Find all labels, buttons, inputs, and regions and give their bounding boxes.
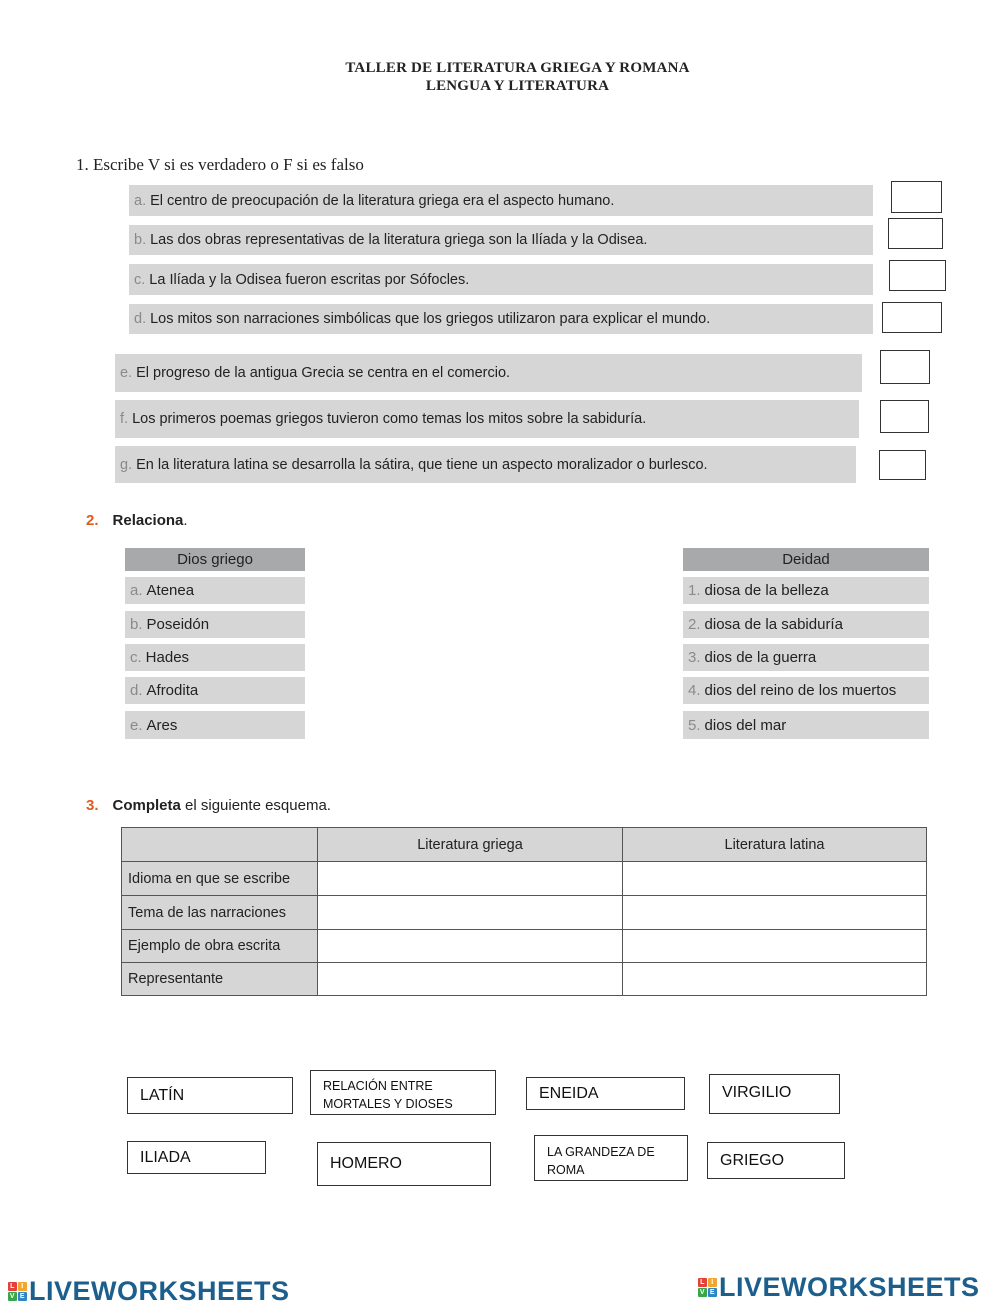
col-header-greek: Literatura griega (318, 828, 623, 862)
god-letter: e. (130, 716, 143, 734)
deity-number: 3. (688, 649, 701, 666)
table-row (122, 930, 927, 963)
statement-letter: a. (134, 192, 147, 209)
god-letter: b. (130, 616, 143, 633)
section3-heading (86, 797, 331, 814)
deity-item-1[interactable] (683, 577, 929, 604)
answer-box-d[interactable] (882, 302, 942, 333)
table-cell-input[interactable] (623, 896, 927, 930)
table-cell-input[interactable] (318, 930, 623, 963)
gods-header: Dios griego (125, 548, 305, 571)
god-letter: d. (130, 682, 143, 699)
statement-b (129, 225, 873, 255)
answer-box-g[interactable] (879, 450, 926, 480)
section3-number: 3. (86, 797, 99, 814)
god-name: Ares (146, 716, 178, 734)
deity-item-5[interactable] (683, 711, 929, 739)
section2-period: . (183, 512, 188, 529)
statement-letter: e. (120, 365, 133, 381)
table-cell-input[interactable] (318, 963, 623, 996)
statement-letter: f. (120, 411, 129, 427)
drag-card-griego[interactable]: GRIEGO (707, 1142, 845, 1179)
deity-item-3[interactable] (683, 644, 929, 671)
deity-number: 1. (688, 582, 701, 599)
section3-title-rest: el siguiente esquema. (180, 797, 331, 814)
table-corner-cell (122, 828, 318, 862)
logo-text: LIVEWORKSHEETS (29, 1276, 290, 1306)
drag-card-grandeza[interactable]: LA GRANDEZA DE ROMA (534, 1135, 688, 1181)
table-cell-input[interactable] (623, 930, 927, 963)
drag-card-latin[interactable]: LATÍN (127, 1077, 293, 1114)
statement-a (129, 185, 873, 216)
mark-letter: V (9, 1293, 16, 1300)
row-label: Ejemplo de obra escrita (122, 930, 318, 963)
god-item-d[interactable] (125, 677, 305, 704)
god-name: Afrodita (146, 682, 199, 699)
deity-number: 2. (688, 616, 701, 633)
god-letter: a. (130, 582, 143, 599)
liveworksheets-mark-icon (698, 1278, 717, 1297)
deity-name: diosa de la sabiduría (704, 616, 843, 633)
mark-letter: E (19, 1293, 26, 1300)
table-row (122, 963, 927, 996)
statement-letter: g. (120, 456, 133, 473)
statement-text: En la literatura latina se desarrolla la sátira, que tiene un aspecto moralizador o burlesco. (136, 456, 708, 473)
statement-d (129, 304, 873, 334)
mark-letter: I (18, 1282, 27, 1291)
statement-text: Las dos obras representativas de la literatura griega son la Ilíada y la Odisea. (150, 232, 648, 248)
deity-name: dios del mar (704, 716, 787, 734)
deities-header: Deidad (683, 548, 929, 571)
statement-letter: d. (134, 311, 147, 327)
statement-text: El centro de preocupación de la literatura griega era el aspecto humano. (150, 192, 615, 209)
answer-box-f[interactable] (880, 400, 929, 433)
table-cell-input[interactable] (318, 896, 623, 930)
deity-name: dios del reino de los muertos (704, 682, 897, 699)
god-name: Hades (145, 649, 190, 666)
god-item-e[interactable] (125, 711, 305, 739)
page-title: TALLER DE LITERATURA GRIEGA Y ROMANA (345, 60, 690, 76)
statement-text: La Ilíada y la Odisea fueron escritas por Sófocles. (149, 271, 470, 288)
scheme-table (121, 827, 927, 996)
col-header-latin: Literatura latina (623, 828, 927, 862)
row-label: Representante (122, 963, 318, 996)
section2-title: Relaciona (112, 512, 184, 529)
section2-number: 2. (86, 512, 99, 529)
row-label: Idioma en que se escribe (122, 862, 318, 896)
logo-text: LIVEWORKSHEETS (719, 1272, 980, 1302)
row-label: Tema de las narraciones (122, 896, 318, 930)
section3-title-bold: Completa (112, 797, 181, 814)
table-cell-input[interactable] (623, 963, 927, 996)
statement-g (115, 446, 856, 483)
statement-f (115, 400, 859, 438)
answer-box-b[interactable] (888, 218, 943, 249)
deity-item-2[interactable] (683, 611, 929, 638)
deity-name: dios de la guerra (704, 649, 817, 666)
answer-box-a[interactable] (891, 181, 942, 213)
statement-letter: c. (134, 271, 146, 288)
table-header-row (122, 828, 927, 862)
drag-card-iliada[interactable]: ILIADA (127, 1141, 266, 1174)
liveworksheets-logo-left (8, 1276, 290, 1307)
table-row (122, 896, 927, 930)
statement-text: Los primeros poemas griegos tuvieron como temas los mitos sobre la sabiduría. (132, 411, 647, 427)
statement-text: El progreso de la antigua Grecia se centra en el comercio. (136, 365, 511, 381)
page-subtitle: LENGUA Y LITERATURA (425, 78, 610, 94)
table-cell-input[interactable] (623, 862, 927, 896)
drag-card-virgilio[interactable]: VIRGILIO (709, 1074, 840, 1114)
statement-text: Los mitos son narraciones simbólicas que los griegos utilizaron para explicar el mundo. (150, 311, 711, 327)
deity-name: diosa de la belleza (704, 582, 829, 599)
mark-letter: L (8, 1282, 17, 1291)
god-item-a[interactable] (125, 577, 305, 604)
god-letter: c. (130, 649, 142, 666)
section2-heading (86, 512, 188, 529)
mark-letter: L (698, 1278, 707, 1287)
table-cell-input[interactable] (318, 862, 623, 896)
answer-box-e[interactable] (880, 350, 930, 384)
mark-letter: I (708, 1278, 717, 1287)
god-item-b[interactable] (125, 611, 305, 638)
mark-letter: V (699, 1289, 706, 1296)
mark-letter: E (709, 1289, 716, 1296)
drag-card-eneida[interactable]: ENEIDA (526, 1077, 685, 1110)
god-name: Poseidón (146, 616, 210, 633)
deity-number: 5. (688, 716, 701, 734)
deity-item-4[interactable] (683, 677, 929, 704)
statement-c (129, 264, 873, 295)
section1-prompt: 1. Escribe V si es verdadero o F si es falso (76, 155, 364, 174)
god-name: Atenea (146, 582, 195, 599)
table-row (122, 862, 927, 896)
drag-card-relacion[interactable]: RELACIÓN ENTRE MORTALES Y DIOSES (310, 1070, 496, 1115)
answer-box-c[interactable] (889, 260, 946, 291)
deity-number: 4. (688, 682, 701, 699)
statement-e (115, 354, 862, 392)
statement-letter: b. (134, 232, 147, 248)
liveworksheets-mark-icon (8, 1282, 27, 1301)
drag-card-homero[interactable]: HOMERO (317, 1142, 491, 1186)
god-item-c[interactable] (125, 644, 305, 671)
liveworksheets-logo-right (698, 1272, 980, 1303)
